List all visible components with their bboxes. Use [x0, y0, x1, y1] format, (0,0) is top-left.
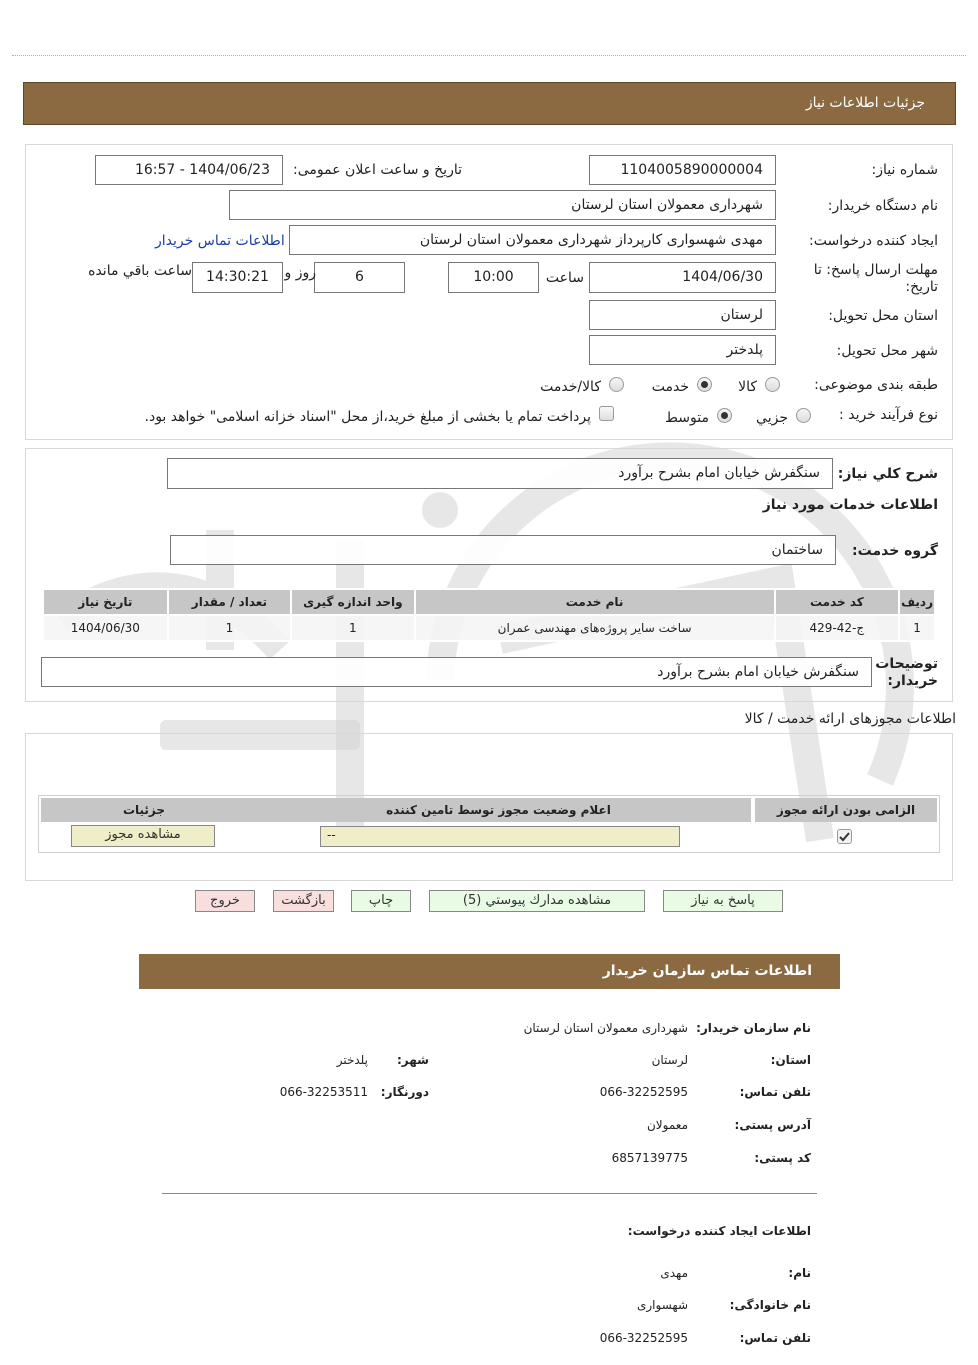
- contact-divider: [162, 1193, 817, 1194]
- creator-name-label: نام:: [788, 1266, 811, 1280]
- cell-row: 1: [899, 615, 935, 641]
- deadline-time-field: 10:00: [448, 262, 539, 293]
- creator-heading: اطلاعات ایجاد کننده درخواست:: [627, 1224, 811, 1238]
- creator-phone-value: 066-32252595: [599, 1331, 688, 1345]
- deadline-date-field: 1404/06/30: [589, 262, 776, 293]
- process-radio-medium[interactable]: [717, 408, 732, 423]
- col-service-name: نام خدمت: [415, 589, 775, 615]
- buyer-org-label: نام دستگاه خریدار:: [827, 198, 938, 214]
- service-group-label: گروه خدمت:: [852, 543, 938, 559]
- services-heading: اطلاعات خدمات مورد نیاز: [762, 497, 938, 513]
- permit-status-field[interactable]: --: [320, 826, 680, 847]
- payment-note: پرداخت تمام یا بخشی از مبلغ خرید،از محل "اسناد خزانه اسلامی" خواهد بود.: [144, 409, 591, 425]
- process-radio-minor[interactable]: [796, 408, 811, 423]
- view-permit-button[interactable]: مشاهده مجوز: [71, 825, 215, 847]
- cell-unit: 1: [291, 615, 414, 641]
- permits-header-details: [41, 798, 247, 822]
- contact-city-label: شهر:: [397, 1053, 429, 1067]
- reply-button[interactable]: پاسخ به نياز: [663, 890, 783, 912]
- process-label: نوع فرآیند خرید :: [839, 407, 938, 423]
- contact-phone-label: تلفن تماس:: [739, 1085, 811, 1099]
- category-radio-service[interactable]: [697, 377, 712, 392]
- col-quantity: تعداد / مقدار: [168, 589, 291, 615]
- process-option-minor: جزيي: [756, 410, 788, 426]
- cell-service-name: ساخت سایر پروژه‌های مهندسی عمران: [415, 615, 775, 641]
- announce-label: تاریخ و ساعت اعلان عمومی:: [293, 162, 462, 178]
- process-option-medium: متوسط: [665, 410, 709, 426]
- permits-title: اطلاعات مجوزهای ارائه خدمت / کالا: [744, 711, 956, 727]
- contact-province-value: لرستان: [651, 1053, 688, 1067]
- days-field: 6: [314, 262, 405, 293]
- col-service-code: کد خدمت: [775, 589, 900, 615]
- contact-city-value: پلدختر: [336, 1053, 368, 1067]
- creator-name-value: مهدی: [660, 1266, 688, 1280]
- table-row: [43, 615, 935, 641]
- page-header: [23, 82, 956, 125]
- city-field: پلدختر: [589, 335, 776, 365]
- exit-button[interactable]: خروج: [195, 890, 255, 912]
- contact-phone-value: 066-32252595: [599, 1085, 688, 1099]
- contact-postal-label: کد پستی:: [754, 1151, 811, 1165]
- province-label: استان محل تحویل:: [828, 308, 938, 324]
- contact-org-value: شهرداری معمولان استان لرستان: [523, 1021, 688, 1035]
- creator-family-label: نام خانوادگی:: [729, 1298, 811, 1312]
- permits-header-required: [755, 798, 937, 822]
- general-desc-field: سنگفرش خیابان امام بشرح برآورد: [167, 458, 833, 489]
- contact-title: اطلاعات تماس سازمان خریدار: [602, 963, 812, 979]
- category-label: طبقه بندی موضوعی:: [814, 377, 938, 393]
- col-unit: واحد اندازه گیری: [291, 589, 414, 615]
- category-option-service: خدمت: [651, 379, 689, 395]
- cell-service-code: ج-42-429: [775, 615, 900, 641]
- buyer-contact-link[interactable]: اطلاعات تماس خریدار: [155, 233, 285, 249]
- contact-org-label: نام سازمان خریدار:: [696, 1021, 811, 1035]
- cell-quantity: 1: [168, 615, 291, 641]
- category-option-goods-service: کالا/خدمت: [540, 379, 601, 395]
- services-table-header: [43, 589, 935, 615]
- col-row: رديف: [899, 589, 935, 615]
- check-icon: [838, 830, 851, 843]
- permits-header-required-text: الزامی بودن ارائه مجوز: [776, 803, 916, 817]
- deadline-time-label: ساعت: [545, 270, 584, 286]
- creator-phone-label: تلفن تماس:: [739, 1331, 811, 1345]
- service-group-field: ساختمان: [170, 535, 836, 565]
- cell-need-date: 1404/06/30: [43, 615, 168, 641]
- buyer-org-field: شهرداری معمولان استان لرستان: [229, 190, 776, 220]
- city-label: شهر محل تحویل:: [836, 343, 938, 359]
- contact-province-label: استان:: [770, 1053, 811, 1067]
- creator-field: مهدی شهسواری کارپرداز شهرداری معمولان استان لرستان: [289, 225, 776, 255]
- contact-fax-label: دورنگار:: [380, 1085, 429, 1099]
- remaining-label: ساعت باقي مانده: [88, 263, 192, 279]
- contact-postal-value: 6857139775: [611, 1151, 688, 1165]
- permit-required-checkbox[interactable]: [837, 829, 852, 844]
- contact-address-value: معمولان: [646, 1118, 688, 1132]
- remaining-time-field: 14:30:21: [192, 262, 283, 293]
- treasury-checkbox[interactable]: [599, 406, 614, 421]
- contact-address-label: آدرس پستی:: [734, 1118, 811, 1132]
- col-need-date: تاریخ نیاز: [43, 589, 168, 615]
- permits-header-status-text: اعلام وضعیت مجوز توسط تامین کننده: [386, 803, 611, 817]
- creator-family-value: شهسواری: [636, 1298, 688, 1312]
- days-label: روز و: [284, 265, 316, 281]
- services-table: [42, 588, 936, 642]
- category-radio-goods[interactable]: [765, 377, 780, 392]
- page-title: جزئیات اطلاعات نیاز: [805, 95, 925, 111]
- creator-label: ایجاد کننده درخواست:: [809, 233, 938, 249]
- deadline-label: مهلت ارسال پاسخ: تا تاریخ:: [813, 262, 938, 295]
- back-button[interactable]: بازگشت: [273, 890, 334, 912]
- print-button[interactable]: چاپ: [351, 890, 411, 912]
- category-radio-goods-service[interactable]: [609, 377, 624, 392]
- contact-fax-value: 066-32253511: [279, 1085, 368, 1099]
- permits-header-status: [246, 798, 751, 822]
- announce-field: 1404/06/23 - 16:57: [95, 155, 283, 185]
- general-desc-label: شرح كلي نياز:: [837, 466, 938, 482]
- top-divider: [12, 55, 966, 56]
- permits-header-details-text: جزئیات: [122, 803, 166, 817]
- need-number-label: شماره نیاز:: [871, 162, 938, 178]
- category-option-goods: کالا: [738, 379, 757, 395]
- attachments-button[interactable]: مشاهده مدارك پيوستي (5): [429, 890, 645, 912]
- need-number-field: 1104005890000004: [589, 155, 776, 185]
- buyer-notes-label: توضیحات خریدار:: [875, 656, 938, 689]
- contact-header: [139, 954, 840, 989]
- province-field: لرستان: [589, 300, 776, 330]
- buyer-notes-field: سنگفرش خیابان امام بشرح برآورد: [41, 657, 872, 687]
